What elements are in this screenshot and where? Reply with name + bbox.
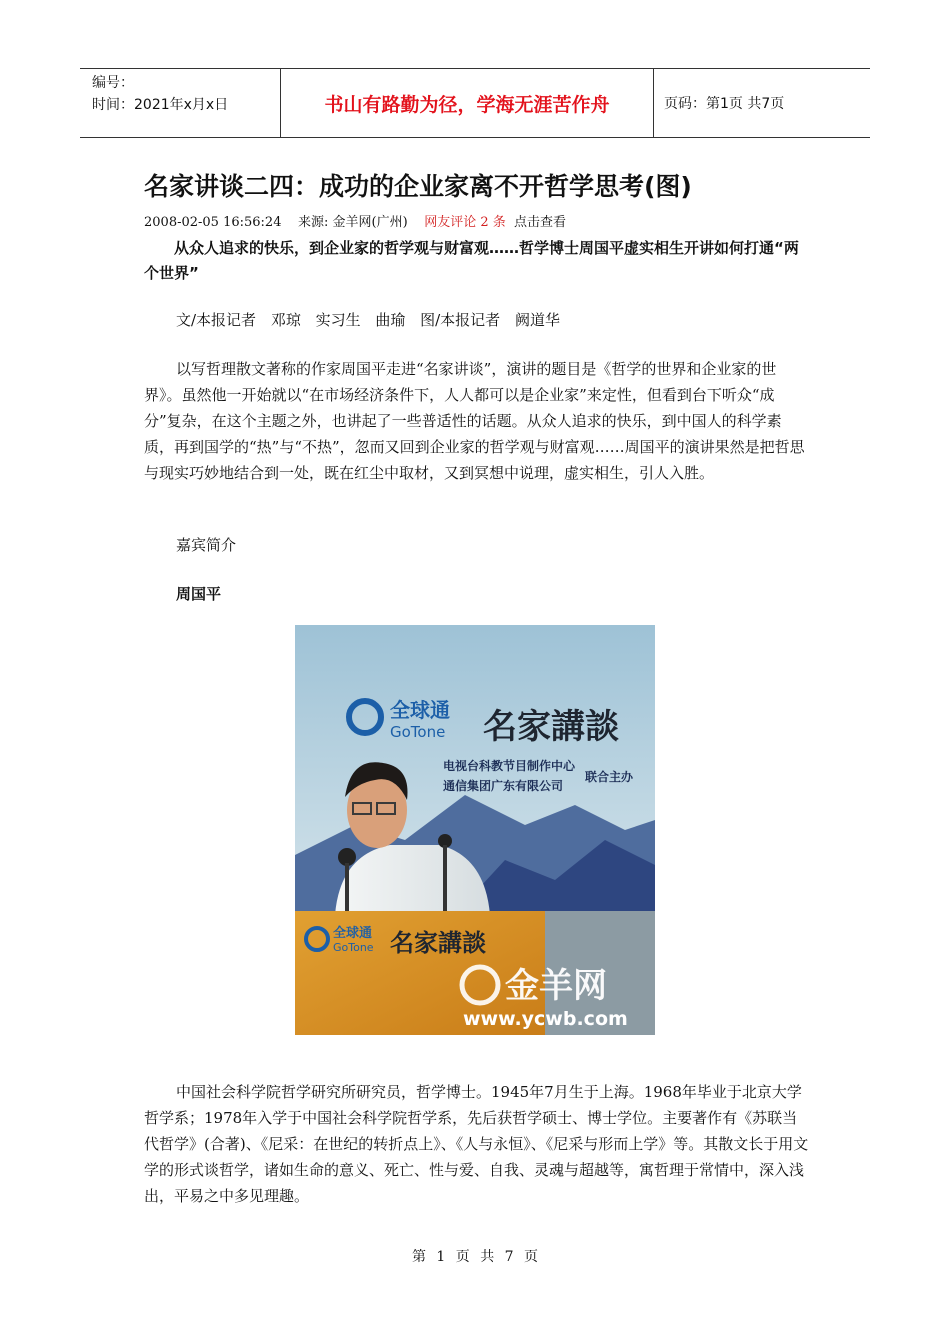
banner-brand-cn: 全球通 <box>390 698 450 722</box>
comments-link[interactable]: 网友评论 2 条 <box>424 215 506 230</box>
speaker-photo <box>295 625 655 1035</box>
section-heading: 嘉宾简介 <box>176 536 237 554</box>
click-view-link[interactable]: 点击查看 <box>514 215 567 230</box>
podium-brand-cn: 全球通 <box>333 926 373 941</box>
number-label: 编号： <box>92 75 134 91</box>
article-meta <box>144 211 566 230</box>
article-title: 名家讲谈二四：成功的企业家离不开哲学思考(图) <box>144 172 692 201</box>
document-header-table <box>80 68 870 138</box>
motto: 书山有路勤为径，学海无涯苦作舟 <box>281 69 654 137</box>
page-footer: 第 1 页 共 7 页 <box>411 1249 539 1265</box>
watermark-name: 金羊网 <box>505 966 607 1006</box>
date-label: 时间：2021年x月x日 <box>92 97 229 113</box>
header-left-cell <box>80 69 281 137</box>
article-datetime: 2008-02-05 16:56:24 <box>144 215 282 230</box>
page-label: 页码：第1页 共7页 <box>664 96 785 112</box>
article-lead: 从众人追求的快乐，到企业家的哲学观与财富观……哲学博士周国平虚实相生开讲如何打通“两个世界” <box>144 239 799 282</box>
banner-brand-en: GoTone <box>390 723 446 741</box>
article-paragraph-2: 中国社会科学院哲学研究所研究员，哲学博士。1945年7月生于上海。1968年毕业于北京大学哲学系；1978年入学于中国社会科学院哲学系，先后获哲学硕士、博士学位。主要著作有《苏联当代哲学》(合著)、《尼采：在世纪的转折点上》、《人与永恒》、《尼采与形而上学》等。其散文长于用文学的形式谈哲学，诸如生命的意义、死亡、性与爱、自我、灵魂与超越等，寓哲理于常情中，深入浅出，平易之中多见理趣。 <box>144 1083 809 1205</box>
podium-title: 名家講談 <box>390 928 486 957</box>
article-paragraph-1: 以写哲理散文著称的作家周国平走进“名家讲谈”，演讲的题目是《哲学的世界和企业家的世界》。虽然他一开始就以“在市场经济条件下，人人都可以是企业家”来定性，但看到台下听众“成分”复杂，在这个主题之外，也讲起了一些普适性的话题。从众人追求的快乐，到中国人的科学素质，再到国学的“热”与“不热”，忽而又回到企业家的哲学观与财富观……周国平的演讲果然是把哲思与现实巧妙地结合到一处，既在红尘中取材，又到冥想中说理，虚实相生，引人入胜。 <box>144 360 805 482</box>
article-byline: 文/本报记者 邓琼 实习生 曲瑜 图/本报记者 阙道华 <box>176 311 560 329</box>
banner-title: 名家講談 <box>483 707 619 747</box>
speaker-photo-graphic <box>295 625 655 1035</box>
organizer-suffix: 联合主办 <box>585 770 634 784</box>
organizer-line-2: 通信集团广东有限公司 <box>443 779 564 793</box>
watermark-url: www.ycwb.com <box>463 1008 628 1030</box>
podium-brand-en: GoTone <box>333 941 374 954</box>
article-source: 来源: 金羊网(广州) <box>298 215 408 230</box>
guest-name: 周国平 <box>176 585 222 603</box>
organizer-line-1: 电视台科教节目制作中心 <box>443 759 576 773</box>
